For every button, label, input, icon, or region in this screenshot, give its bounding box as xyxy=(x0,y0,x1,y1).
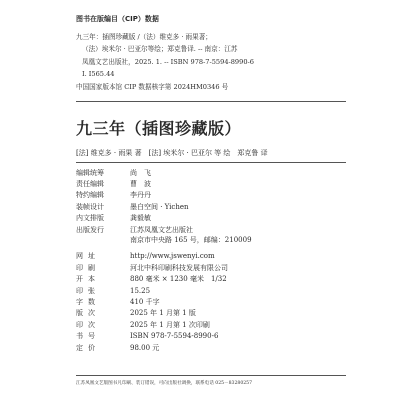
credits-list xyxy=(76,167,252,353)
credit-label: 出版发行 xyxy=(76,225,104,234)
cip-line: 九三年：插图珍藏版 /（法）维克多 · 雨果著； xyxy=(76,33,212,42)
credit-label: 印次 xyxy=(76,320,100,329)
credit-value: 江苏凤凰文艺出版社 xyxy=(130,225,193,234)
credit-value: 410 千字 xyxy=(130,297,160,306)
divider xyxy=(76,375,346,376)
credit-value: 尚 飞 xyxy=(130,168,151,177)
credit-value: 15.25 xyxy=(130,286,151,295)
credit-row xyxy=(76,285,252,296)
credit-row xyxy=(76,330,252,341)
credit-value: 河北中科印刷科技发展有限公司 xyxy=(130,263,228,272)
credit-row xyxy=(76,167,252,178)
credit-label: 特约编辑 xyxy=(76,191,104,200)
book-authors: [法] 维克多 · 雨果 著 [法] 埃米尔 · 巴亚尔 等 绘 郑克鲁 译 xyxy=(76,149,268,157)
credit-label: 内文排版 xyxy=(76,214,104,223)
credit-row xyxy=(76,201,252,212)
publisher-address: 南京市中央路 165 号，邮编：210009 xyxy=(130,236,252,245)
credit-row xyxy=(76,342,252,353)
credit-label: 责任编辑 xyxy=(76,180,104,189)
credit-row xyxy=(76,308,252,319)
website-link[interactable]: http://www.jswenyi.com xyxy=(130,252,215,261)
credit-row xyxy=(76,190,252,201)
footer-note: 江苏凤凰文艺版图书凡印刷、装订错误，可向出版社调换，联系电话 025－83280257 xyxy=(76,381,253,386)
credit-value: 98.00 元 xyxy=(130,343,160,352)
credit-value: 曹 波 xyxy=(130,180,151,189)
credit-label: 版次 xyxy=(76,309,100,318)
credit-label: 定价 xyxy=(76,343,100,352)
credit-value: 2025 年 1 月第 1 版 xyxy=(130,309,196,318)
credit-value: 龚毅敏 xyxy=(130,214,151,223)
cip-block xyxy=(76,13,346,93)
credit-row xyxy=(76,262,252,273)
divider xyxy=(76,101,346,102)
credit-value: 李丹丹 xyxy=(130,191,151,200)
credit-row xyxy=(76,251,252,262)
credit-label: 印张 xyxy=(76,286,100,295)
credit-label: 开本 xyxy=(76,275,100,284)
credit-label: 网址 xyxy=(76,252,100,261)
credit-label: 编辑统筹 xyxy=(76,168,104,177)
credit-row xyxy=(76,178,252,189)
credit-label: 书号 xyxy=(76,332,100,341)
credit-row xyxy=(76,319,252,330)
cip-cn-record: 中国国家版本馆 CIP 数据核字第 2024HM0346 号 xyxy=(76,83,229,92)
credit-row xyxy=(76,213,252,224)
cip-heading: 图书在版编目（CIP）数据 xyxy=(76,15,159,23)
credit-value: 墨白空间 · Yichen xyxy=(130,202,189,211)
credit-value: 880 毫米 × 1230 毫米 1/32 xyxy=(130,275,227,284)
cip-line: Ⅰ. I565.44 xyxy=(82,69,115,78)
credit-label: 字数 xyxy=(76,297,100,306)
credit-row xyxy=(76,296,252,307)
divider xyxy=(76,162,346,163)
credit-row xyxy=(76,274,252,285)
credit-row xyxy=(76,224,252,235)
credit-label: 装帧设计 xyxy=(76,202,104,211)
cip-line: 凤凰文艺出版社，2025. 1. -- ISBN 978-7-5594-8990-6 xyxy=(82,57,254,66)
cip-line: （法）埃米尔 · 巴亚尔等绘；郑克鲁译. -- 南京：江苏 xyxy=(82,45,238,54)
credit-value: ISBN 978-7-5594-8990-6 xyxy=(130,332,219,341)
credit-label: 印刷 xyxy=(76,263,100,272)
book-title: 九三年（插图珍藏版） xyxy=(76,119,242,138)
credit-value: 2025 年 1 月第 1 次印刷 xyxy=(130,320,210,329)
